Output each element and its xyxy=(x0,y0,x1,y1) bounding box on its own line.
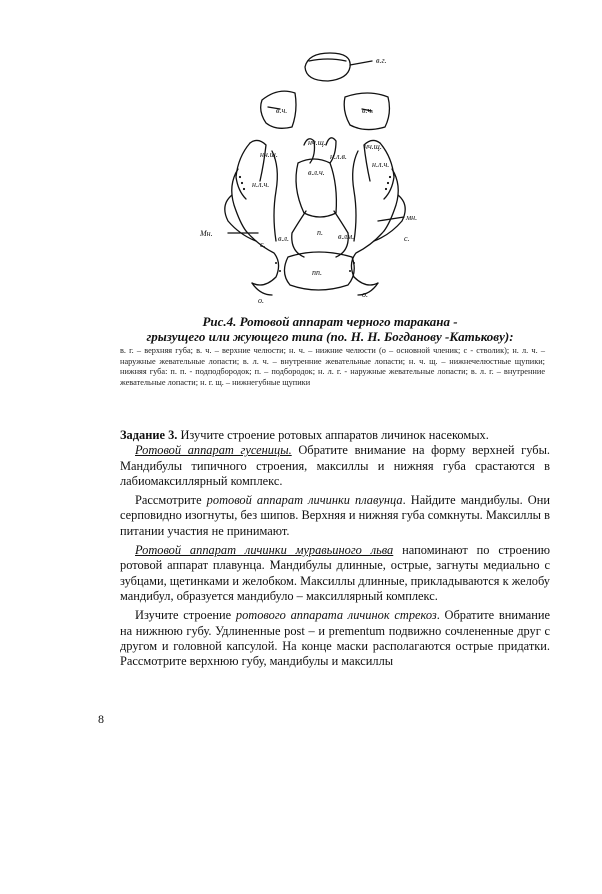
label-nchsh-center: нч.щ. xyxy=(308,138,326,147)
label-mn-right: мн. xyxy=(406,213,418,222)
p3-italic: Ротовой аппарат личинки муравьиного льва xyxy=(135,543,394,558)
label-nchsh-left: нч.щ. xyxy=(260,150,278,159)
label-vch-right: в.ч. xyxy=(362,106,374,115)
p2-rest: . Найдите мандибулы. Они серповидно изогнуты, без шипов. Верхняя и нижняя губа сомкнуты. Максиллы в питании участия не принимают. xyxy=(120,493,550,538)
label-s-right: с. xyxy=(404,234,410,243)
label-nchsh-right: нч.щ. xyxy=(364,142,382,151)
caption-line-2: грызущего или жующего типа (по. Н. Н. Богданову -Катькову): xyxy=(146,329,514,344)
task-heading xyxy=(120,428,550,443)
p1-italic: Ротовой аппарат гусеницы. xyxy=(135,443,292,458)
task-title-rest: Изучите строение ротовых аппаратов личинок насекомых. xyxy=(177,428,489,442)
label-vlch: в.л.ч. xyxy=(308,168,325,177)
paragraph-caterpillar xyxy=(120,443,550,489)
task-title: Задание 3. xyxy=(120,428,178,442)
label-o-left: о. xyxy=(258,296,264,305)
paragraph-antlion xyxy=(120,543,550,604)
p2-start: Рассмотрите xyxy=(135,493,207,508)
label-nlv: н.л.в. xyxy=(330,152,347,161)
p4-start: Изучите строение xyxy=(135,608,236,623)
label-mn-left: Мн. xyxy=(200,229,213,238)
cockroach-mouthparts-figure xyxy=(180,45,440,310)
label-vch-left: в.ч. xyxy=(276,106,288,115)
figure-legend: в. г. – верхняя губа; в. ч. – верхние челюсти; н. ч. – нижние челюсти (о – основной членик; с - стволик); н. л. ч. – наружные жевательные лопасти; в. л. ч. – внутренние жевательные лопасти; н. ч. щ. – нижнечелюстные щупики; нижняя губа: п. п. - подподбородок; п. – подбородок; н. л. г. - наружные жевательные лопасти; в. л. г. – внутренние жевательные лопасти; н. г. щ. – нижнегубные щупики xyxy=(120,346,545,387)
page-number: 8 xyxy=(98,712,104,726)
paragraph-dragonfly xyxy=(120,608,550,669)
label-pp: пп. xyxy=(312,268,322,277)
label-p: п. xyxy=(317,228,323,237)
p2-italic: ротовой аппарат личинки плавунца xyxy=(206,493,403,508)
p4-italic: ротового аппарата личинок стрекоз xyxy=(235,608,437,623)
mouthparts-drawing xyxy=(180,45,440,310)
p3-rest: напоминают по строению ротовой аппарат плавунца. Мандибулы длинные, острые, загнуты медиально с зубцами, щетинками и желобком. Максиллы длинные, прикладываются к желобу мандибул, образуется мандибуло – максиллярный комплекс. xyxy=(120,543,550,603)
p1-rest: Обратите внимание на форму верхней губы. Мандибулы типичного строения, максиллы и нижняя губа срастаются в лабиомаксиллярный комплекс. xyxy=(120,443,550,488)
caption-line-1: Рис.4. Ротовой аппарат черного таракана - xyxy=(202,314,458,329)
label-nlch-right: н.л.ч. xyxy=(372,160,390,169)
label-vlm: в.лм. xyxy=(338,232,355,241)
body-text xyxy=(120,428,550,669)
figure-caption xyxy=(120,314,540,344)
label-o-right: о. xyxy=(362,290,368,299)
paragraph-diving-beetle xyxy=(120,493,550,539)
label-vl: в.л. xyxy=(278,234,289,243)
label-nlch-left: н.л.ч. xyxy=(252,180,270,189)
label-s-left: с. xyxy=(260,240,266,249)
p4-rest: . Обратите внимание на нижнюю губу. Удлиненные post – и prementum подвижно сочлененные друг с другом и головной капсулой. На конце маски располагаются острые придатки. Рассмотрите верхнюю губу, мандибулы и максиллы xyxy=(120,608,550,669)
label-vg: в.г. xyxy=(376,56,387,65)
